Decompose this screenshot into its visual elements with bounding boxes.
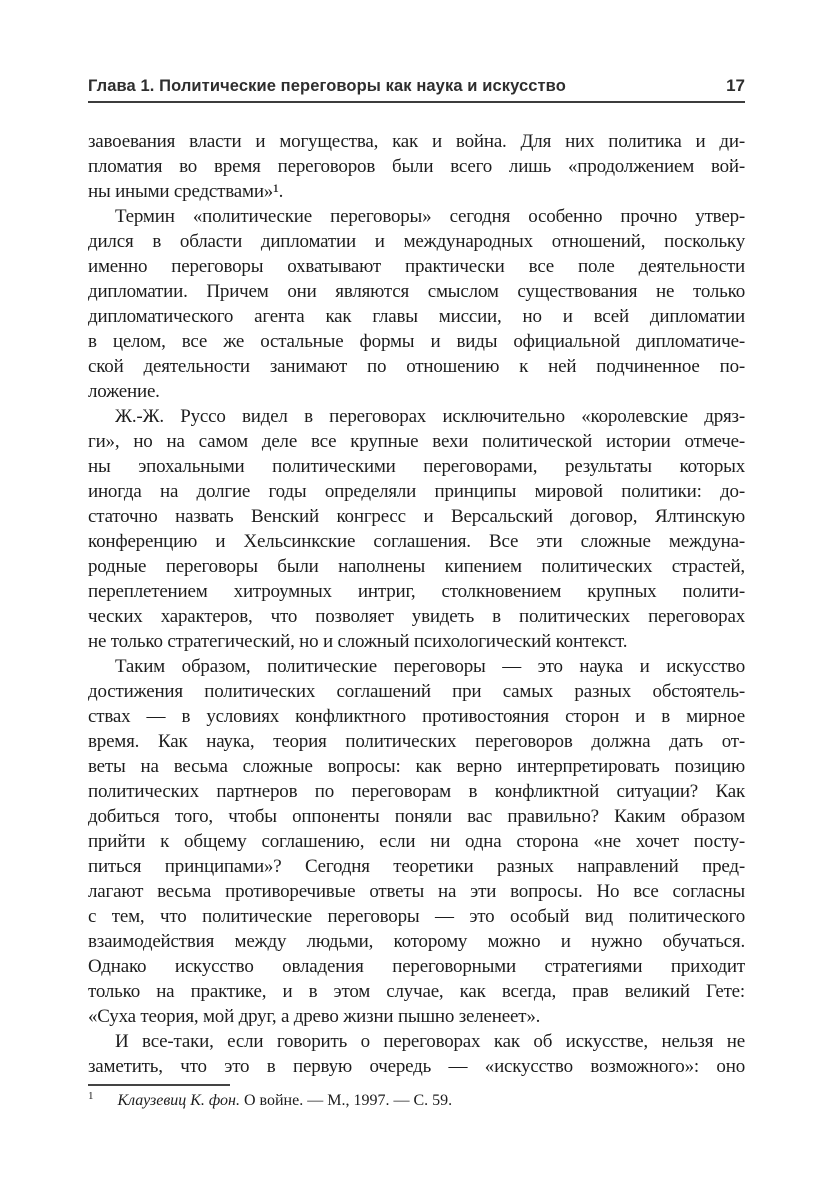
text-line: пломатия во время переговоров были всего лишь «продолжением вой- (88, 156, 745, 177)
text-line: Ж.-Ж. Руссо видел в переговорах исключительно «королевские дряз- (115, 406, 745, 427)
text-line: достижения политических соглашений при самых разных обстоятель- (88, 681, 745, 702)
page-header (88, 76, 745, 103)
footnote-marker: 1 (88, 1089, 94, 1102)
text-line: лагают весьма противоречивые ответы на эти вопросы. Но все согласны (88, 881, 745, 902)
text-line: именно переговоры охватывают практически все поле деятельности (88, 256, 745, 277)
text-line: завоевания власти и могущества, как и война. Для них политика и ди- (88, 131, 745, 152)
text-line: ской деятельности занимают по отношению к ней подчиненное по- (88, 356, 745, 377)
text-line: конференцию и Хельсинкские соглашения. Все эти сложные междуна- (88, 531, 745, 552)
text-line: только на практике, и в этом случае, как всегда, прав великий Гете: (88, 981, 745, 1002)
paragraph (88, 204, 745, 404)
text-line: иногда на долгие годы определяли принципы мировой политики: до- (88, 481, 745, 502)
body-text (88, 129, 745, 1079)
text-line: дипломатического агента как главы миссии, но и всей дипломатии (88, 306, 745, 327)
text-line: в целом, все же остальные формы и виды официальной дипломатиче- (88, 331, 745, 352)
footnote-author: Клаузевиц К. фон. (117, 1092, 240, 1109)
text-line: взаимодействия между людьми, которому можно и нужно обучаться. (88, 931, 745, 952)
text-line: добиться того, чтобы оппоненты поняли вас правильно? Каким образом (88, 806, 745, 827)
paragraph (88, 404, 745, 654)
footnote-source: О войне. — М., 1997. — С. 59. (243, 1092, 453, 1109)
text-line: «Суха теория, мой друг, а древо жизни пышно зеленеет». (88, 1006, 541, 1027)
text-line: веты на весьма сложные вопросы: как верно интерпретировать позицию (88, 756, 745, 777)
text-line: ствах — в условиях конфликтного противостояния сторон и в мирное (88, 706, 745, 727)
text-line: дипломатии. Причем они являются смыслом существования не только (88, 281, 745, 302)
text-line: прийти к общему соглашению, если ни одна сторона «не хочет посту- (88, 831, 745, 852)
text-line: ги», но на самом деле все крупные вехи политической истории отмече- (88, 431, 745, 452)
text-line: время. Как наука, теория политических переговоров должна дать от- (88, 731, 745, 752)
text-line: ложение. (88, 381, 160, 402)
footnote (88, 1090, 745, 1111)
text-line: питься принципами»? Сегодня теоретики разных направлений пред- (88, 856, 745, 877)
text-line: с тем, что политические переговоры — это особый вид политического (88, 906, 745, 927)
paragraph (88, 654, 745, 1029)
paragraph (88, 1029, 745, 1079)
text-line: дился в области дипломатии и международных отношений, поскольку (88, 231, 745, 252)
text-line: ческих характеров, что позволяет увидеть в политических переговорах (88, 606, 745, 627)
text-line: ны эпохальными политическими переговорами, результаты которых (88, 456, 745, 477)
text-line: заметить, что это в первую очередь — «искусство возможного»: оно (88, 1056, 745, 1077)
text-line: ны иными средствами»¹. (88, 181, 284, 202)
text-line: Таким образом, политические переговоры — это наука и искусство (115, 656, 745, 677)
footnote-separator (88, 1084, 230, 1086)
text-line: политических партнеров по переговорам в конфликтной ситуации? Как (88, 781, 745, 802)
text-line: И все-таки, если говорить о переговорах как об искусстве, нельзя не (115, 1031, 745, 1052)
text-line: родные переговоры были наполнены кипением политических страстей, (88, 556, 745, 577)
text-line: Термин «политические переговоры» сегодня особенно прочно утвер- (115, 206, 745, 227)
chapter-header-title: Глава 1. Политические переговоры как наука и искусство (88, 77, 566, 95)
page-number: 17 (726, 76, 745, 95)
footnote-area (88, 1084, 745, 1111)
text-line: переплетением хитроумных интриг, столкновением крупных полити- (88, 581, 745, 602)
text-line: статочно назвать Венский конгресс и Версальский договор, Ялтинскую (88, 506, 745, 527)
text-line: не только стратегический, но и сложный психологический контекст. (88, 631, 628, 652)
text-line: Однако искусство овладения переговорными стратегиями приходит (88, 956, 745, 977)
paragraph (88, 129, 745, 204)
